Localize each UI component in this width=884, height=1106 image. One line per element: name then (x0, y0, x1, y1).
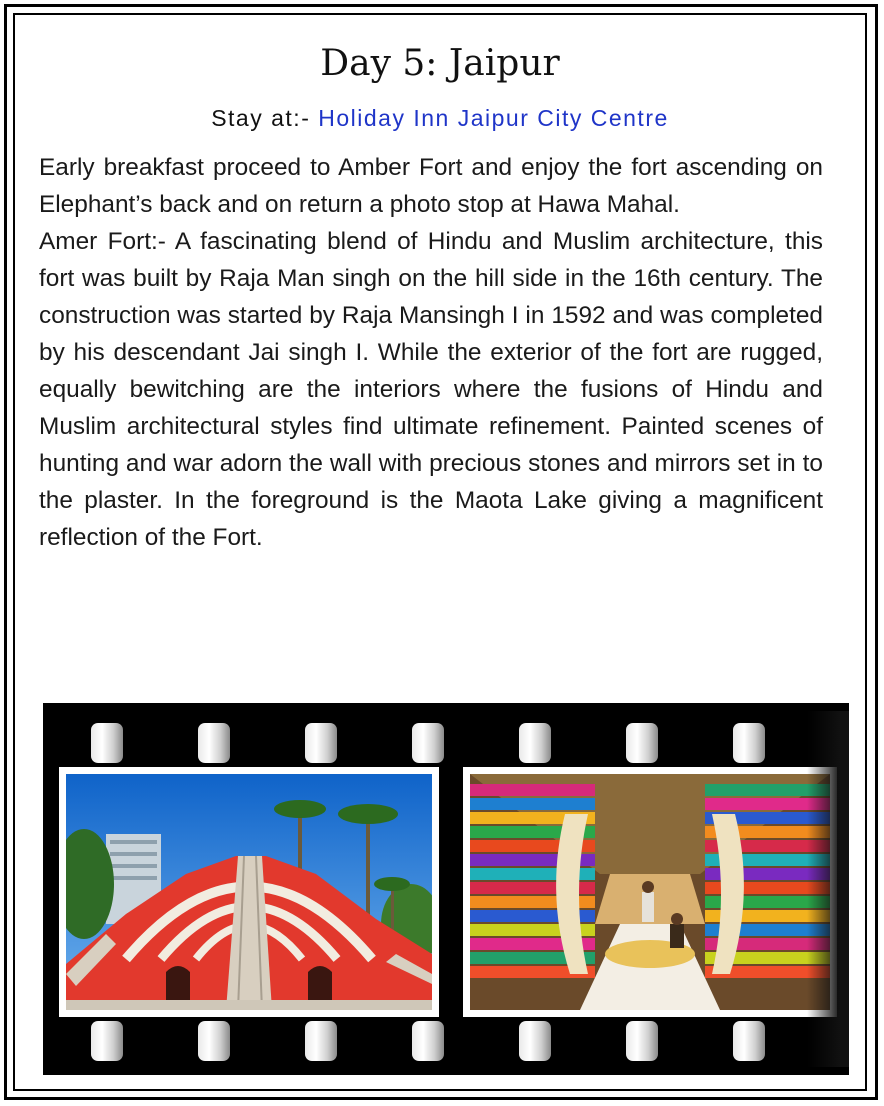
film-hole (305, 723, 337, 763)
film-hole (91, 723, 123, 763)
film-hole (91, 1021, 123, 1061)
paragraph-breakfast: Early breakfast proceed to Amber Fort and enjoy the fort ascending on Elephant’s back and on return a photo stop at Hawa Mahal. (39, 154, 823, 218)
photo-observatory (66, 774, 432, 1010)
film-hole (519, 723, 551, 763)
observatory-image (66, 774, 432, 1010)
hotel-name: Holiday Inn Jaipur City Centre (318, 105, 669, 131)
film-hole (733, 723, 765, 763)
film-hole (733, 1021, 765, 1061)
filmstrip-holes-bottom (43, 1021, 849, 1063)
film-hole (412, 723, 444, 763)
photo-frame-observatory (59, 767, 439, 1017)
photo-textile-shop (470, 774, 830, 1010)
film-hole (412, 1021, 444, 1061)
film-hole (626, 1021, 658, 1061)
stay-label: Stay at:- (211, 105, 319, 131)
textile-shop-image (470, 774, 830, 1010)
paragraph-amer-fort: Amer Fort:- A fascinating blend of Hindu and Muslim architecture, this fort was built by Raja Man singh on the hill side in the 16th century. The construction was started by Raja Mansingh I in 1592 and was completed by his descendant Jai singh I. While the exterior of the fort are rugged, equally bewitching are the interiors where the fusions of Hindu and Muslim architectural styles find ultimate refinement. Painted scenes of hunting and war adorn the wall with precious stones and mirrors set in to the plaster. In the foreground is the Maota Lake giving a magnificent reflection of the Fort. (39, 228, 823, 551)
photo-frame-textile-shop (463, 767, 837, 1017)
film-hole (519, 1021, 551, 1061)
page-title: Day 5: Jaipur (320, 43, 560, 84)
filmstrip-edge-fade (807, 711, 849, 1067)
page-outer-border (4, 4, 878, 1100)
film-hole (198, 1021, 230, 1061)
page-inner-border (13, 13, 867, 1091)
film-hole (626, 723, 658, 763)
filmstrip (43, 703, 849, 1075)
itinerary-text (39, 149, 823, 556)
film-hole (305, 1021, 337, 1061)
stay-line (15, 105, 865, 132)
filmstrip-holes-top (43, 723, 849, 765)
film-hole (198, 723, 230, 763)
